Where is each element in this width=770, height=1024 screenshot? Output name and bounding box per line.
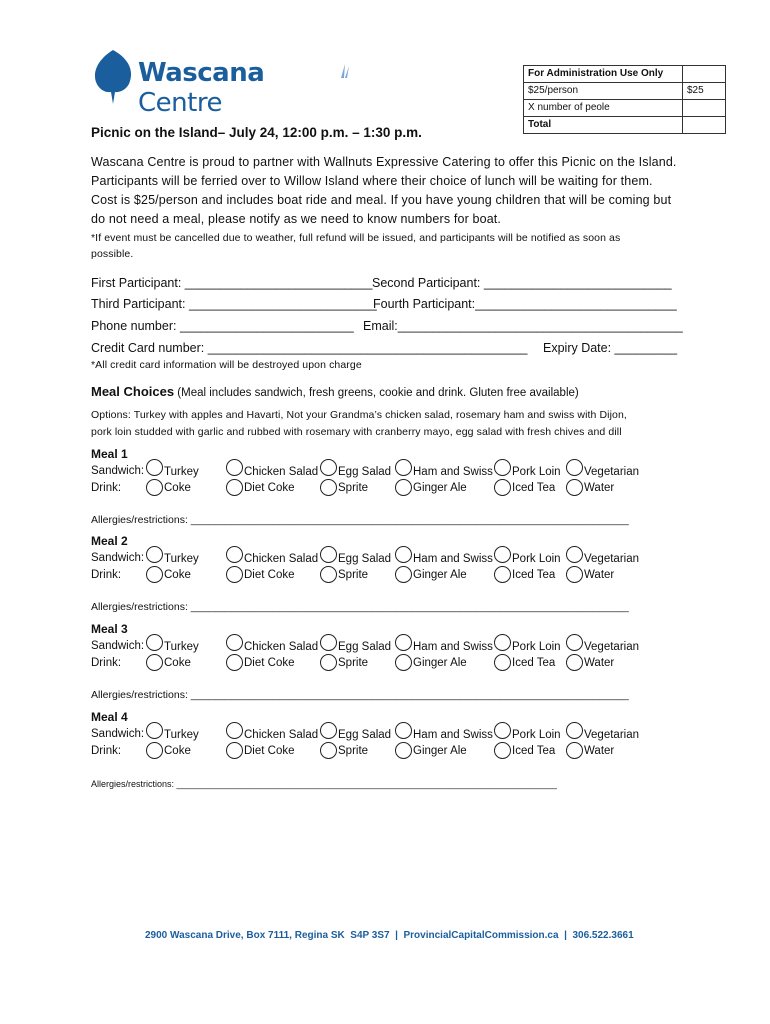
allergies-field[interactable]: Allergies/restrictions: ___________________________________________________________________________ — [91, 514, 629, 526]
sandwich-label: Sandwich: — [91, 640, 145, 652]
drink-option-label: Diet Coke — [244, 481, 295, 494]
drink-option[interactable] — [395, 566, 467, 583]
radio-circle-icon[interactable] — [320, 634, 337, 651]
email-field[interactable]: Email:_________________________________________ — [363, 319, 683, 333]
sandwich-option-label: Turkey — [164, 729, 199, 741]
sandwich-option[interactable] — [146, 632, 199, 653]
drink-option-label: Iced Tea — [512, 656, 556, 669]
admin-heading: For Administration Use Only — [524, 66, 683, 83]
radio-circle-icon[interactable] — [395, 742, 412, 759]
sandwich-option[interactable] — [395, 720, 493, 741]
drink-option-label: Diet Coke — [244, 744, 295, 757]
drink-option-label: Water — [584, 481, 615, 494]
drink-label: Drink: — [91, 482, 122, 494]
radio-circle-icon[interactable] — [395, 566, 412, 583]
radio-circle-icon[interactable] — [146, 459, 163, 476]
sandwich-option[interactable] — [226, 720, 318, 741]
radio-circle-icon[interactable] — [146, 479, 163, 496]
sandwich-option[interactable] — [146, 720, 199, 741]
radio-circle-icon[interactable] — [566, 566, 583, 583]
drink-option[interactable] — [226, 742, 295, 759]
drink-option[interactable] — [146, 566, 191, 583]
drink-option-label: Iced Tea — [512, 568, 556, 581]
radio-circle-icon[interactable] — [566, 654, 583, 671]
leaf-icon — [92, 48, 134, 104]
drink-option[interactable] — [494, 566, 555, 583]
sandwich-option-label: Chicken Salad — [244, 641, 319, 653]
sandwich-option[interactable] — [320, 544, 391, 565]
grass-icon — [339, 62, 351, 78]
sandwich-option-label: Pork Loin — [512, 641, 561, 653]
sandwich-option[interactable] — [494, 544, 561, 565]
drink-option[interactable] — [566, 654, 614, 671]
drink-option[interactable] — [494, 654, 555, 671]
radio-circle-icon[interactable] — [566, 546, 583, 563]
radio-circle-icon[interactable] — [320, 654, 337, 671]
sandwich-option-label: Vegetarian — [584, 466, 639, 478]
drink-option-label: Coke — [164, 481, 191, 494]
sandwich-option-label: Chicken Salad — [244, 553, 319, 565]
radio-circle-icon[interactable] — [494, 722, 511, 739]
drink-option-label: Ginger Ale — [413, 481, 467, 494]
drink-label: Drink: — [91, 745, 122, 757]
sandwich-option[interactable] — [566, 632, 639, 653]
radio-circle-icon[interactable] — [494, 634, 511, 651]
radio-circle-icon[interactable] — [395, 654, 412, 671]
radio-circle-icon[interactable] — [226, 566, 243, 583]
sandwich-option[interactable] — [566, 544, 639, 565]
drink-option[interactable] — [320, 566, 368, 583]
sandwich-option-label: Turkey — [164, 553, 199, 565]
sandwich-option-label: Egg Salad — [338, 553, 392, 565]
credit-card-field[interactable]: Credit Card number: ______________________________________________ — [91, 341, 528, 355]
sandwich-option[interactable] — [320, 632, 391, 653]
radio-circle-icon[interactable] — [226, 742, 243, 759]
sandwich-option-label: Pork Loin — [512, 466, 561, 478]
drink-option[interactable] — [566, 479, 614, 496]
radio-circle-icon[interactable] — [395, 634, 412, 651]
radio-circle-icon[interactable] — [494, 479, 511, 496]
drink-option-label: Water — [584, 744, 615, 757]
drink-option-label: Coke — [164, 568, 191, 581]
radio-circle-icon[interactable] — [146, 742, 163, 759]
drink-option-label: Sprite — [338, 656, 369, 669]
sandwich-label: Sandwich: — [91, 465, 145, 477]
drink-option[interactable] — [395, 742, 467, 759]
radio-circle-icon[interactable] — [226, 459, 243, 476]
sandwich-option-label: Ham and Swiss — [413, 553, 493, 565]
sandwich-option[interactable] — [226, 544, 318, 565]
radio-circle-icon[interactable] — [320, 722, 337, 739]
sandwich-label: Sandwich: — [91, 552, 145, 564]
footer-contact: 2900 Wascana Drive, Box 7111, Regina SK S4P 3S7 | ProvincialCapitalCommission.ca | 306.522.3661 — [145, 930, 634, 941]
sandwich-option[interactable] — [566, 720, 639, 741]
drink-option[interactable] — [566, 742, 614, 759]
meal-heading: Meal 4 — [91, 710, 128, 724]
drink-option[interactable] — [226, 654, 295, 671]
sandwich-option-label: Ham and Swiss — [413, 641, 493, 653]
expiry-field[interactable]: Expiry Date: _________ — [543, 341, 678, 355]
drink-option-label: Iced Tea — [512, 481, 556, 494]
intro-line: Participants will be ferried over to Willow Island where their choice of lunch will be waiting for them. — [91, 174, 653, 188]
drink-option-label: Iced Tea — [512, 744, 556, 757]
sandwich-option-label: Chicken Salad — [244, 466, 319, 478]
sandwich-option[interactable] — [494, 720, 561, 741]
sandwich-option-label: Vegetarian — [584, 729, 639, 741]
sandwich-option[interactable] — [494, 632, 561, 653]
logo — [92, 48, 352, 118]
drink-option-label: Ginger Ale — [413, 656, 467, 669]
radio-circle-icon[interactable] — [320, 566, 337, 583]
phone-field[interactable]: Phone number: _________________________ — [91, 319, 354, 333]
sandwich-option[interactable] — [146, 544, 199, 565]
radio-circle-icon[interactable] — [146, 546, 163, 563]
event-title: Picnic on the Island– July 24, 12:00 p.m. – 1:30 p.m. — [91, 125, 422, 140]
fourth-participant-field[interactable]: Fourth Participant:_____________________________ — [373, 297, 677, 311]
sandwich-option[interactable] — [395, 632, 493, 653]
sandwich-option-label: Egg Salad — [338, 466, 392, 478]
logo-text-bold: Wascana — [138, 58, 265, 88]
drink-option[interactable] — [146, 742, 191, 759]
meal-choices-note: (Meal includes sandwich, fresh greens, cookie and drink. Gluten free available) — [174, 387, 579, 399]
drink-option[interactable] — [320, 742, 368, 759]
radio-circle-icon[interactable] — [566, 634, 583, 651]
radio-circle-icon[interactable] — [226, 654, 243, 671]
sandwich-option-label: Ham and Swiss — [413, 466, 493, 478]
note-line: *If event must be cancelled due to weather, full refund will be issued, and participants will be notified as soon as — [91, 232, 621, 244]
drink-option-label: Coke — [164, 744, 191, 757]
drink-option[interactable] — [320, 479, 368, 496]
radio-circle-icon[interactable] — [226, 634, 243, 651]
sandwich-option-label: Turkey — [164, 641, 199, 653]
admin-row1-label: $25/person — [524, 83, 683, 100]
drink-option[interactable] — [320, 654, 368, 671]
drink-option[interactable] — [395, 654, 467, 671]
meal-heading: Meal 1 — [91, 447, 128, 461]
drink-label: Drink: — [91, 657, 122, 669]
drink-option[interactable] — [395, 479, 467, 496]
drink-option[interactable] — [146, 654, 191, 671]
radio-circle-icon[interactable] — [494, 459, 511, 476]
allergies-field[interactable]: Allergies/restrictions: ____________________________________________________________________________ — [91, 779, 557, 789]
radio-circle-icon[interactable] — [320, 479, 337, 496]
meal-heading: Meal 3 — [91, 622, 128, 636]
sandwich-option-label: Chicken Salad — [244, 729, 319, 741]
drink-option-label: Diet Coke — [244, 656, 295, 669]
sandwich-option-label: Pork Loin — [512, 729, 561, 741]
radio-circle-icon[interactable] — [395, 722, 412, 739]
sandwich-option[interactable] — [566, 457, 639, 478]
drink-option-label: Diet Coke — [244, 568, 295, 581]
options-line: Options: Turkey with apples and Havarti, Not your Grandma’s chicken salad, rosemary ham and swiss with Dijon, — [91, 409, 627, 421]
drink-option-label: Water — [584, 656, 615, 669]
radio-circle-icon[interactable] — [494, 546, 511, 563]
radio-circle-icon[interactable] — [146, 654, 163, 671]
sandwich-option-label: Egg Salad — [338, 641, 392, 653]
drink-option[interactable] — [226, 566, 295, 583]
second-participant-field[interactable]: Second Participant: ___________________________ — [372, 276, 672, 290]
radio-circle-icon[interactable] — [566, 459, 583, 476]
meal-heading: Meal 2 — [91, 534, 128, 548]
radio-circle-icon[interactable] — [320, 742, 337, 759]
sandwich-option-label: Pork Loin — [512, 553, 561, 565]
drink-option-label: Coke — [164, 656, 191, 669]
sandwich-option[interactable] — [226, 632, 318, 653]
sandwich-option[interactable] — [146, 457, 199, 478]
note-line: possible. — [91, 248, 134, 260]
intro-line: Wascana Centre is proud to partner with Wallnuts Expressive Catering to offer this Picnic on the Island. — [91, 155, 677, 169]
radio-circle-icon[interactable] — [226, 546, 243, 563]
radio-circle-icon[interactable] — [146, 566, 163, 583]
allergies-field[interactable]: Allergies/restrictions: ___________________________________________________________________________ — [91, 689, 629, 701]
drink-option-label: Sprite — [338, 568, 369, 581]
admin-table — [523, 65, 726, 134]
sandwich-option-label: Ham and Swiss — [413, 729, 493, 741]
admin-row3-label: Total — [524, 117, 683, 134]
radio-circle-icon[interactable] — [494, 654, 511, 671]
radio-circle-icon[interactable] — [226, 722, 243, 739]
radio-circle-icon[interactable] — [320, 546, 337, 563]
credit-card-note: *All credit card information will be destroyed upon charge — [91, 359, 362, 371]
sandwich-option[interactable] — [494, 457, 561, 478]
intro-line: Cost is $25/person and includes boat ride and meal. If you have young children that will be coming but — [91, 193, 672, 207]
drink-option[interactable] — [146, 479, 191, 496]
logo-text-light: Centre — [138, 88, 222, 118]
drink-option[interactable] — [226, 479, 295, 496]
meal-choices-title: Meal Choices — [91, 384, 175, 399]
admin-row2-label: X number of peole — [524, 100, 683, 117]
radio-circle-icon[interactable] — [494, 566, 511, 583]
drink-option-label: Water — [584, 568, 615, 581]
radio-circle-icon[interactable] — [395, 479, 412, 496]
drink-option[interactable] — [494, 479, 555, 496]
sandwich-option[interactable] — [395, 457, 493, 478]
radio-circle-icon[interactable] — [320, 459, 337, 476]
sandwich-option-label: Egg Salad — [338, 729, 392, 741]
sandwich-option[interactable] — [320, 457, 391, 478]
intro-paragraph — [91, 153, 691, 229]
drink-option[interactable] — [566, 566, 614, 583]
meal-options — [91, 407, 731, 441]
drink-option-label: Ginger Ale — [413, 744, 467, 757]
admin-row1-value: $25 — [683, 83, 726, 100]
sandwich-option-label: Vegetarian — [584, 553, 639, 565]
options-line: pork loin studded with garlic and rubbed with rosemary with cranberry mayo, egg salad with fresh chives and dill — [91, 426, 622, 438]
allergies-field[interactable]: Allergies/restrictions: ___________________________________________________________________________ — [91, 601, 629, 613]
cancellation-note — [91, 230, 691, 262]
drink-option-label: Sprite — [338, 481, 369, 494]
radio-circle-icon[interactable] — [494, 742, 511, 759]
sandwich-label: Sandwich: — [91, 728, 145, 740]
third-participant-field[interactable]: Third Participant: ___________________________ — [91, 297, 377, 311]
drink-option-label: Sprite — [338, 744, 369, 757]
radio-circle-icon[interactable] — [566, 742, 583, 759]
radio-circle-icon[interactable] — [146, 722, 163, 739]
drink-option[interactable] — [494, 742, 555, 759]
radio-circle-icon[interactable] — [395, 459, 412, 476]
sandwich-option[interactable] — [226, 457, 318, 478]
radio-circle-icon[interactable] — [566, 722, 583, 739]
sandwich-option[interactable] — [395, 544, 493, 565]
radio-circle-icon[interactable] — [226, 479, 243, 496]
sandwich-option[interactable] — [320, 720, 391, 741]
drink-label: Drink: — [91, 569, 122, 581]
radio-circle-icon[interactable] — [146, 634, 163, 651]
drink-option-label: Ginger Ale — [413, 568, 467, 581]
sandwich-option-label: Vegetarian — [584, 641, 639, 653]
radio-circle-icon[interactable] — [566, 479, 583, 496]
sandwich-option-label: Turkey — [164, 466, 199, 478]
first-participant-field[interactable]: First Participant: ___________________________ — [91, 276, 373, 290]
meal-choices-heading — [91, 384, 579, 399]
radio-circle-icon[interactable] — [395, 546, 412, 563]
intro-line: do not need a meal, please notify as we need to know numbers for boat. — [91, 212, 502, 226]
